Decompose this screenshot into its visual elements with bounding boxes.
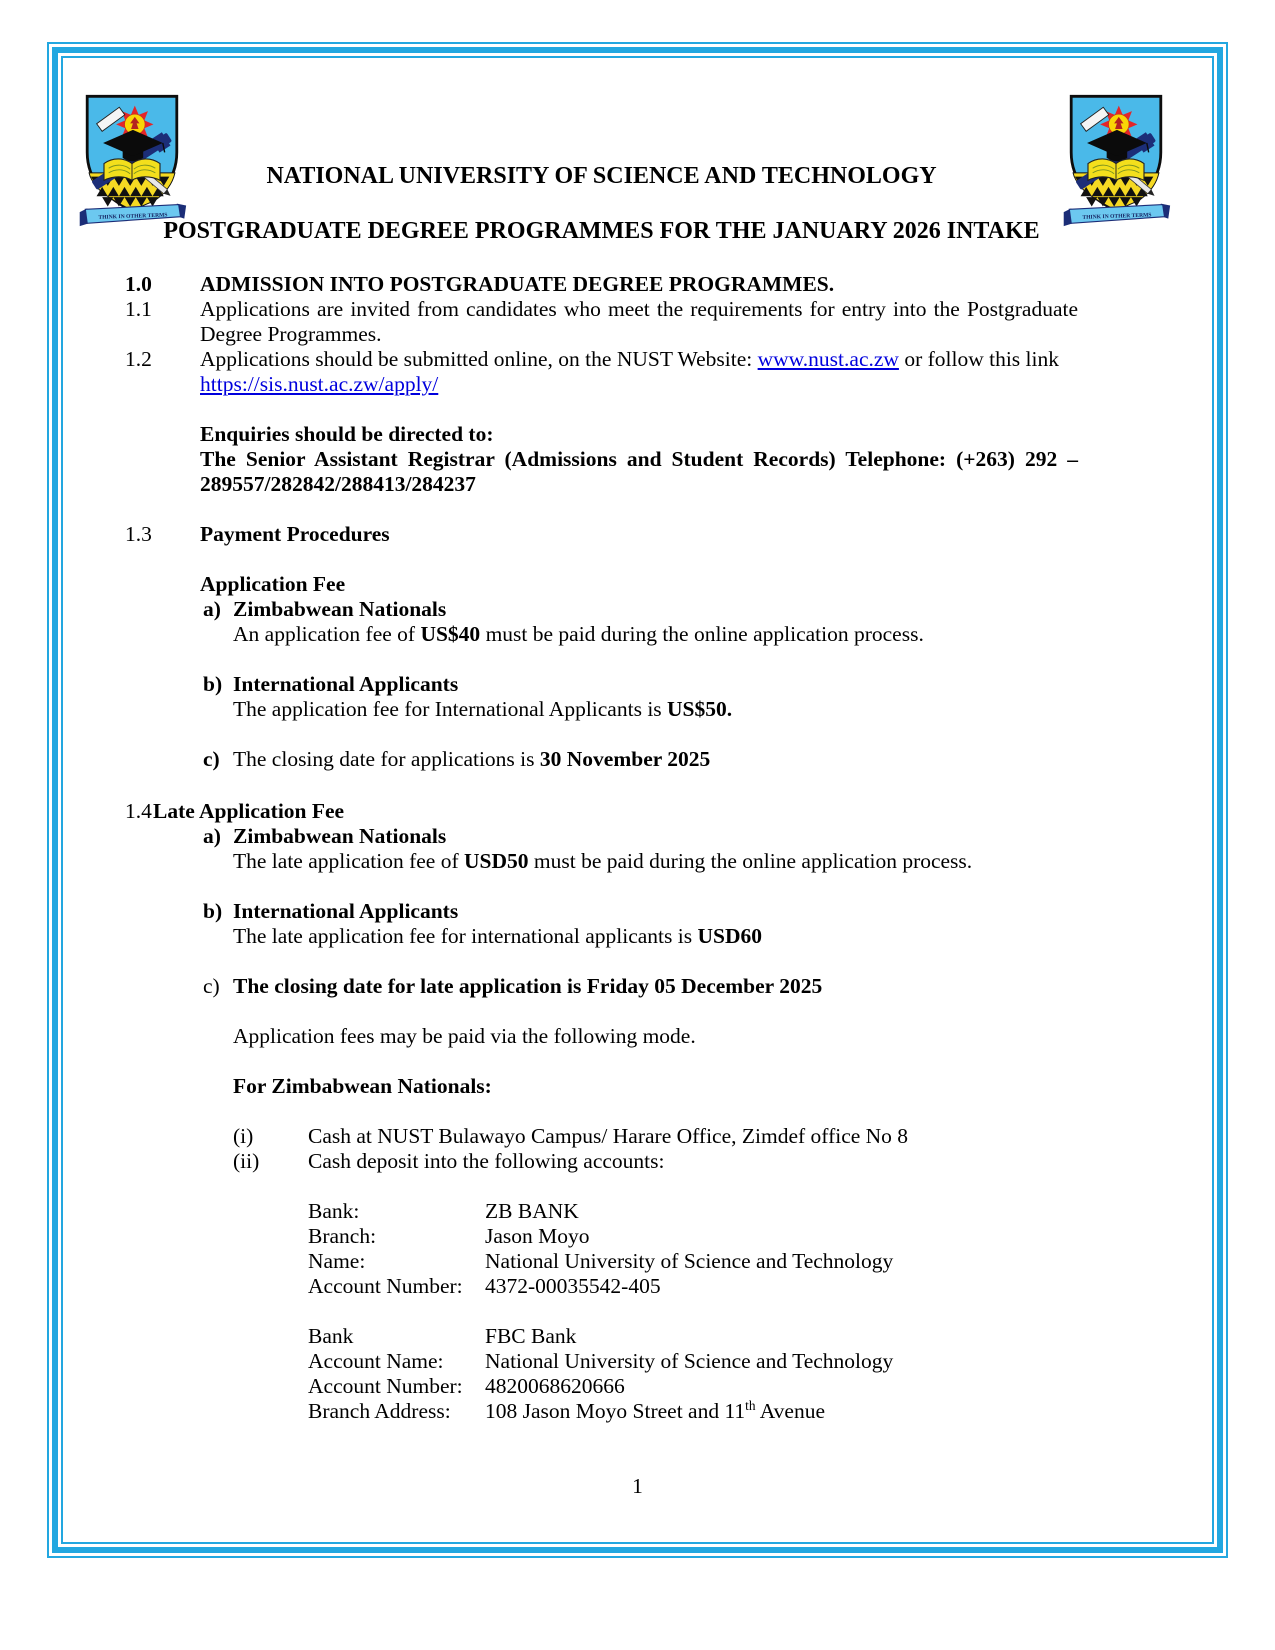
item-text [233, 974, 1078, 999]
item-text [233, 622, 1078, 647]
section-heading: ADMISSION INTO POSTGRADUATE DEGREE PROGRAMMES. [200, 272, 835, 296]
bank-row [308, 1399, 1078, 1424]
document-title: NATIONAL UNIVERSITY OF SCIENCE AND TECHNOLOGY [266, 163, 937, 189]
text-run: 30 November 2025 [539, 747, 711, 771]
section-heading: Late Application Fee [153, 799, 345, 823]
nust-website-link[interactable]: www.nust.ac.zw [757, 347, 899, 371]
list-marker: b) [203, 672, 223, 696]
field-value: FBC Bank [485, 1324, 577, 1348]
section-1-0 [125, 272, 1078, 297]
bank-row [308, 1349, 1078, 1374]
field-label: Name: [308, 1249, 366, 1273]
text-run: must be paid during the online application process. [528, 849, 973, 873]
item-text [233, 849, 1078, 874]
list-item-a [203, 597, 1078, 647]
text-run: 108 Jason Moyo Street and 11 [485, 1399, 746, 1423]
section-number: 1.4 [125, 799, 152, 823]
text-run: Avenue [755, 1399, 826, 1423]
item-title: International Applicants [233, 899, 459, 923]
item-text: Cash at NUST Bulawayo Campus/ Harare Office, Zimdef office No 8 [308, 1124, 909, 1148]
enquiries-block [200, 422, 1078, 497]
field-value: National University of Science and Technology [485, 1349, 894, 1373]
enquiries-heading: Enquiries should be directed to: [200, 422, 494, 446]
bank-row [308, 1274, 1078, 1299]
section-number: 1.3 [125, 522, 152, 546]
text-run: Applications should be submitted online, on the NUST Website: [200, 347, 758, 371]
bank-details-fbc [308, 1324, 1078, 1424]
text-run: The application fee for International Applicants is [233, 697, 668, 721]
text-run: US$50. [667, 697, 733, 721]
text-run: An application fee of [233, 622, 421, 646]
section-number: 1.0 [125, 272, 152, 296]
field-label: Account Number: [308, 1274, 463, 1298]
list-item-c [203, 747, 1078, 772]
list-item-b [203, 672, 1078, 722]
item-title: Zimbabwean Nationals [233, 597, 447, 621]
section-1-2 [125, 347, 1078, 397]
text-run: USD60 [697, 924, 762, 948]
list-marker: a) [203, 824, 221, 848]
list-marker: b) [203, 899, 223, 923]
section-1-3 [125, 522, 1078, 547]
field-label: Branch Address: [308, 1399, 451, 1423]
bank-details-zb [308, 1199, 1078, 1299]
zim-nationals-heading: For Zimbabwean Nationals: [233, 1074, 492, 1098]
item-text [233, 697, 1078, 722]
item-text [233, 747, 1078, 772]
section-1-4 [125, 799, 1078, 824]
field-label: Account Name: [308, 1349, 444, 1373]
field-value: Jason Moyo [485, 1224, 590, 1248]
text-run: must be paid during the online application process. [480, 622, 924, 646]
payment-mode-intro: Application fees may be paid via the following mode. [233, 1024, 696, 1048]
field-label: Bank [308, 1324, 354, 1348]
list-item-ii [233, 1149, 1078, 1174]
bank-row [308, 1324, 1078, 1349]
list-item-b [203, 899, 1078, 949]
text-run: The late application fee of [233, 849, 465, 873]
document-body [125, 162, 1078, 1424]
field-value [485, 1399, 1078, 1424]
item-title: International Applicants [233, 672, 459, 696]
list-item-c [203, 974, 1078, 999]
list-marker: (ii) [233, 1149, 260, 1173]
bank-row [308, 1199, 1078, 1224]
page-number: 1 [632, 1474, 643, 1498]
text-run: USD50 [464, 849, 529, 873]
list-item-i [233, 1124, 1078, 1149]
text-run: or follow this link [898, 347, 1059, 371]
section-number: 1.2 [125, 347, 152, 371]
text-run: US$40 [420, 622, 481, 646]
field-label: Branch: [308, 1224, 377, 1248]
field-label: Account Number: [308, 1374, 463, 1398]
apply-link[interactable]: https://sis.nust.ac.zw/apply/ [200, 372, 439, 396]
section-heading: Payment Procedures [200, 522, 390, 546]
field-label: Bank: [308, 1199, 360, 1223]
list-marker: a) [203, 597, 221, 621]
bank-row [308, 1374, 1078, 1399]
list-marker: c) [203, 747, 220, 771]
bank-row [308, 1224, 1078, 1249]
paragraph [200, 347, 1078, 397]
section-number: 1.1 [125, 297, 152, 321]
section-1-1 [125, 297, 1078, 347]
application-fee-heading: Application Fee [200, 572, 346, 596]
item-text [233, 924, 1078, 949]
bank-row [308, 1249, 1078, 1274]
text-run: The closing date for late application is Friday 05 December 2025 [233, 974, 823, 998]
field-value: National University of Science and Technology [485, 1249, 894, 1273]
enquiries-text: The Senior Assistant Registrar (Admissions and Student Records) Telephone: (+263) 292 – 289557/282842/288413/284237 [200, 447, 1078, 496]
item-title: Zimbabwean Nationals [233, 824, 447, 848]
document-subtitle: POSTGRADUATE DEGREE PROGRAMMES FOR THE JANUARY 2026 INTAKE [163, 218, 1040, 244]
paragraph: Applications are invited from candidates who meet the requirements for entry into the Postgraduate Degree Programmes. [200, 297, 1078, 346]
field-value: ZB BANK [485, 1199, 579, 1223]
field-value: 4820068620666 [485, 1374, 625, 1398]
text-run: The late application fee for international applicants is [233, 924, 698, 948]
field-value: 4372-00035542-405 [485, 1274, 661, 1298]
list-marker: (i) [233, 1124, 254, 1148]
item-text: Cash deposit into the following accounts: [308, 1149, 665, 1173]
superscript: th [745, 1397, 756, 1413]
list-item-a [203, 824, 1078, 874]
text-run: The closing date for applications is [233, 747, 540, 771]
list-marker: c) [203, 974, 220, 998]
